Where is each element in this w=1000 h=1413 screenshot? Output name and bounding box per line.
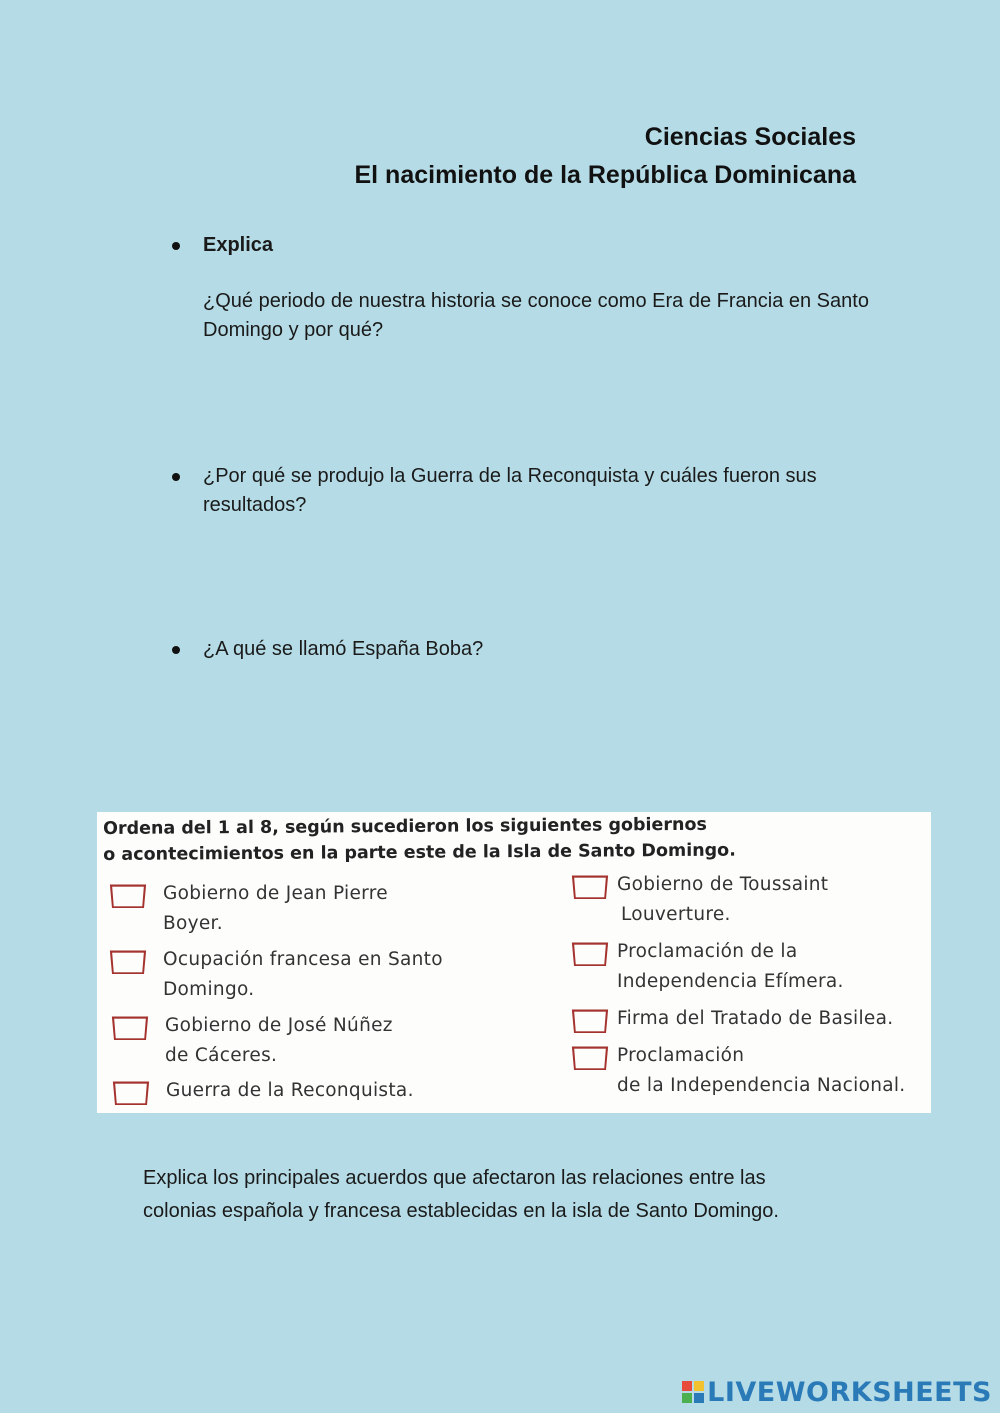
bullet-dot [172,242,180,250]
logo-square-red [682,1381,692,1391]
liveworksheets-logo-icon [682,1381,704,1403]
liveworksheets-brand [682,1377,992,1407]
logo-square-yellow [694,1381,704,1391]
order-item-line: Boyer. [163,913,223,934]
ordering-exercise [97,812,931,1113]
order-item-line: Domingo. [163,979,255,1000]
order-item-label [617,1041,947,1101]
order-item-line: Independencia Efímera. [617,971,844,992]
order-item-line: Ocupación francesa en Santo [163,949,443,970]
order-checkbox[interactable] [572,1009,608,1033]
order-checkbox[interactable] [572,875,608,899]
question-3-text: ¿A qué se llamó España Boba? [203,638,484,660]
order-checkbox[interactable] [112,1016,148,1040]
order-item-line: Firma del Tratado de Basilea. [617,1008,894,1029]
instruction-line-1: Ordena del 1 al 8, según sucedieron los siguientes gobiernos [103,814,708,839]
order-item-line: de Cáceres. [165,1045,278,1066]
title-block [354,118,856,194]
order-item-label [163,879,493,939]
order-item-line: de la Independencia Nacional. [617,1075,906,1096]
order-item-line: Gobierno de Toussaint [617,874,829,895]
logo-square-blue [694,1393,704,1403]
order-item-label [163,945,493,1005]
order-checkbox[interactable] [113,1081,149,1105]
brand-name: LIVEWORKSHEETS [707,1376,992,1408]
order-item-line: Louverture. [621,904,731,925]
order-item-label [617,1004,947,1034]
explica-heading: Explica [203,234,274,256]
order-item-line: Proclamación [617,1045,745,1066]
order-item-line: Guerra de la Reconquista. [166,1080,414,1101]
bullet-dot [172,646,180,654]
exercise-instruction [103,810,903,868]
order-item-label [166,1076,496,1106]
order-item-line: Proclamación de la [617,941,798,962]
order-item-label [165,1011,495,1071]
question-1 [203,287,873,345]
subject-title: Ciencias Sociales [644,123,856,151]
logo-square-green [682,1393,692,1403]
order-item-line: Gobierno de Jean Pierre [163,883,388,904]
order-item-label [617,870,947,930]
order-checkbox[interactable] [110,950,146,974]
topic-title: El nacimiento de la República Dominicana [354,161,856,189]
question-2-text: ¿Por qué se produjo la Guerra de la Reconquista y cuáles fueron sus resultados? [203,465,817,516]
instruction-line-2: o acontecimientos en la parte este de la Isla de Santo Domingo. [103,840,736,865]
order-checkbox[interactable] [572,942,608,966]
bullet-dot [172,473,180,481]
order-checkbox[interactable] [572,1046,608,1070]
question-1-text: ¿Qué periodo de nuestra historia se conoce como Era de Francia en Santo Domingo y por qué? [203,290,869,341]
order-checkbox[interactable] [110,884,146,908]
order-item-line: Gobierno de José Núñez [165,1015,393,1036]
final-question: Explica los principales acuerdos que afectaron las relaciones entre las colonias española y francesa establecidas en la isla de Santo Domingo. [143,1167,779,1222]
order-item-label [617,937,947,997]
